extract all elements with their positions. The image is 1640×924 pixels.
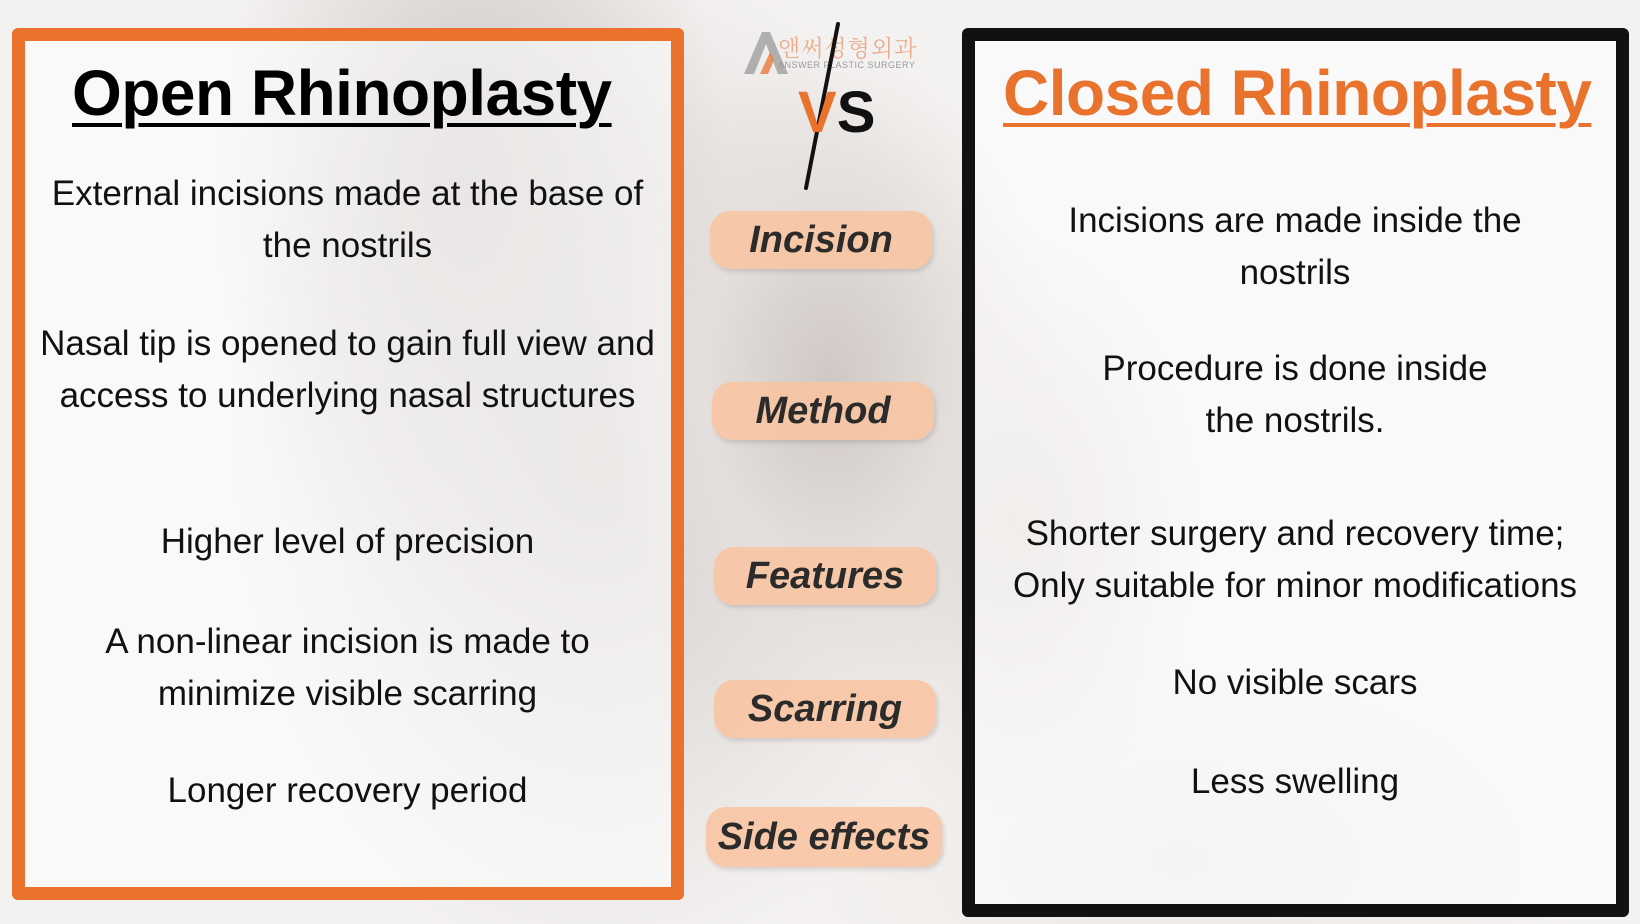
closed-rhinoplasty-title: Closed Rhinoplasty [1003, 57, 1592, 129]
open-method-text: Nasal tip is opened to gain full view and access to underlying nasal structures [40, 324, 655, 415]
features-label: Features [714, 547, 936, 605]
clinic-logo-subtitle: ANSWER PLASTIC SURGERY [778, 60, 916, 70]
closed-method-text: Procedure is done inside the nostrils. [1102, 349, 1488, 440]
open-rhinoplasty-title: Open Rhinoplasty [72, 57, 612, 129]
scarring-label: Scarring [714, 680, 936, 738]
method-label: Method [712, 382, 934, 440]
clinic-logo-name: 앤써성형외과 [778, 36, 918, 62]
closed-features-text: Shorter surgery and recovery time; Only suitable for minor modifications [1012, 514, 1578, 605]
vs-v-letter: V [798, 80, 837, 145]
open-incision-text: External incisions made at the base of the nostrils [51, 174, 644, 265]
vs-mark [780, 20, 880, 195]
incision-label: Incision [710, 211, 932, 269]
open-features-text: Higher level of precision [160, 522, 535, 561]
open-side-effects-text: Longer recovery period [167, 771, 528, 810]
vs-s-letter: S [836, 80, 876, 145]
open-scarring-text: A non-linear incision is made to minimize visible scarring [105, 622, 590, 713]
closed-incision-text: Incisions are made inside the nostrils [1068, 201, 1522, 292]
side-effects-label: Side effects [706, 807, 942, 867]
closed-scarring-text: No visible scars [1172, 663, 1418, 702]
closed-side-effects-text: Less swelling [1190, 762, 1400, 801]
vs-text [798, 80, 875, 145]
